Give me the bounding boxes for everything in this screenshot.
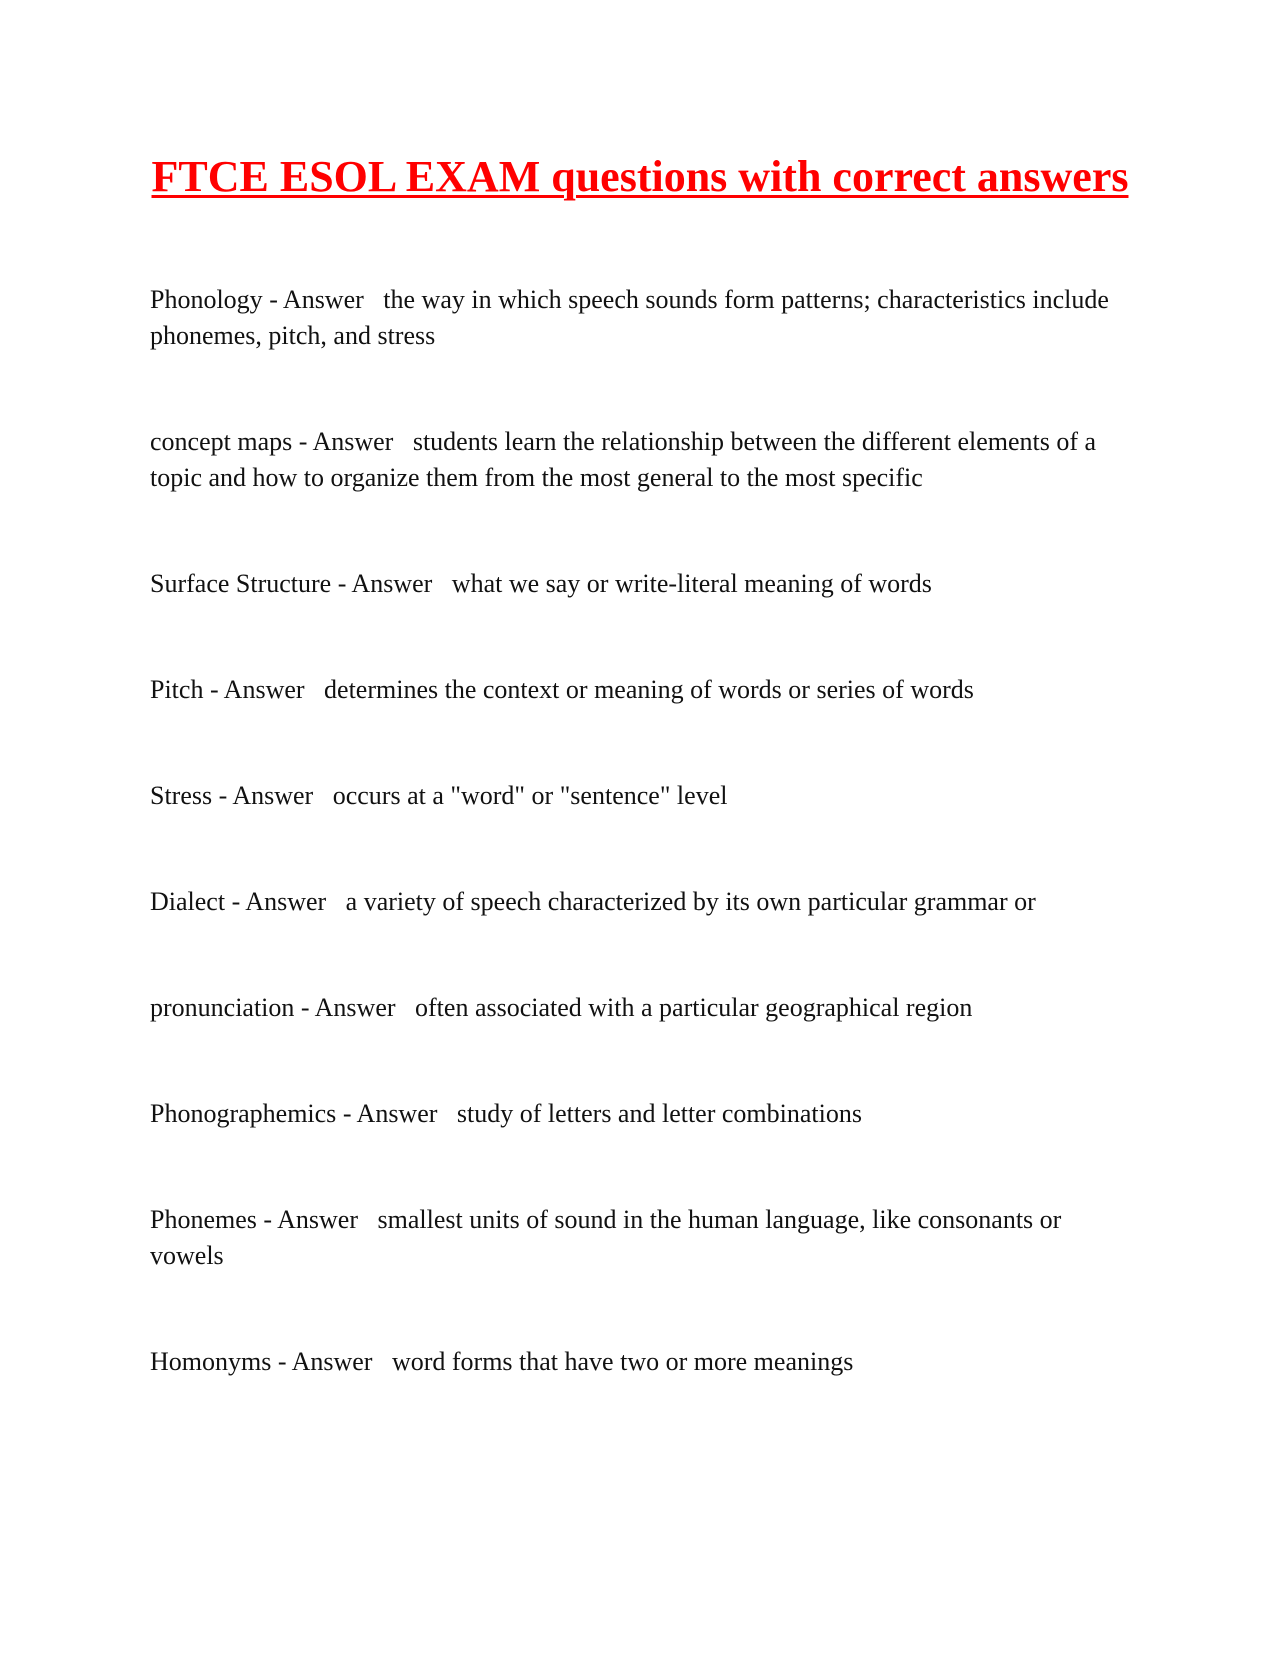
qa-term: Dialect (150, 887, 226, 916)
qa-term: Stress (150, 781, 213, 810)
qa-list (150, 282, 1130, 1450)
qa-item (150, 1096, 1130, 1132)
answer-separator: - Answer (256, 1205, 365, 1234)
qa-answer: students learn the relationship between the different elements of a topic and how to organize them from the most general to the most specific (150, 427, 1097, 492)
qa-item (150, 1344, 1130, 1380)
answer-separator: - Answer (292, 427, 400, 456)
qa-answer: what we say or write-literal meaning of words (451, 569, 932, 598)
qa-answer: occurs at a "word" or "sentence" level (332, 781, 728, 810)
qa-item (150, 566, 1130, 602)
qa-term: Pitch (150, 675, 204, 704)
qa-item (150, 1202, 1130, 1274)
qa-term: Phonology (150, 285, 263, 314)
qa-answer: study of letters and letter combinations (456, 1099, 862, 1128)
answer-separator: - Answer (331, 569, 439, 598)
qa-term: concept maps (150, 427, 293, 456)
answer-separator: - Answer (262, 285, 371, 314)
qa-answer: determines the context or meaning of words or series of words (324, 675, 974, 704)
answer-separator: - Answer (271, 1347, 379, 1376)
answer-separator: - Answer (336, 1099, 444, 1128)
qa-item (150, 884, 1130, 920)
qa-answer: smallest units of sound in the human language, like consonants or vowels (150, 1205, 1062, 1270)
qa-item (150, 672, 1130, 708)
qa-item (150, 990, 1130, 1026)
qa-item (150, 424, 1130, 496)
answer-separator: - Answer (225, 887, 333, 916)
qa-term: Phonographemics (150, 1099, 337, 1128)
qa-term: Phonemes (150, 1205, 257, 1234)
qa-term: Homonyms (150, 1347, 272, 1376)
page-title: FTCE ESOL EXAM questions with correct answers (151, 152, 1129, 201)
answer-separator: - Answer (294, 993, 403, 1022)
qa-answer: word forms that have two or more meanings (391, 1347, 854, 1376)
qa-answer: a variety of speech characterized by its own particular grammar or (345, 887, 1036, 916)
qa-item (150, 282, 1130, 354)
answer-separator: - Answer (203, 675, 312, 704)
qa-answer: often associated with a particular geographical region (415, 993, 973, 1022)
qa-term: Surface Structure (150, 569, 332, 598)
qa-term: pronunciation (150, 993, 295, 1022)
qa-answer: the way in which speech sounds form patterns; characteristics include phonemes, pitch, and stress (150, 285, 1109, 350)
qa-item (150, 778, 1130, 814)
answer-separator: - Answer (212, 781, 320, 810)
